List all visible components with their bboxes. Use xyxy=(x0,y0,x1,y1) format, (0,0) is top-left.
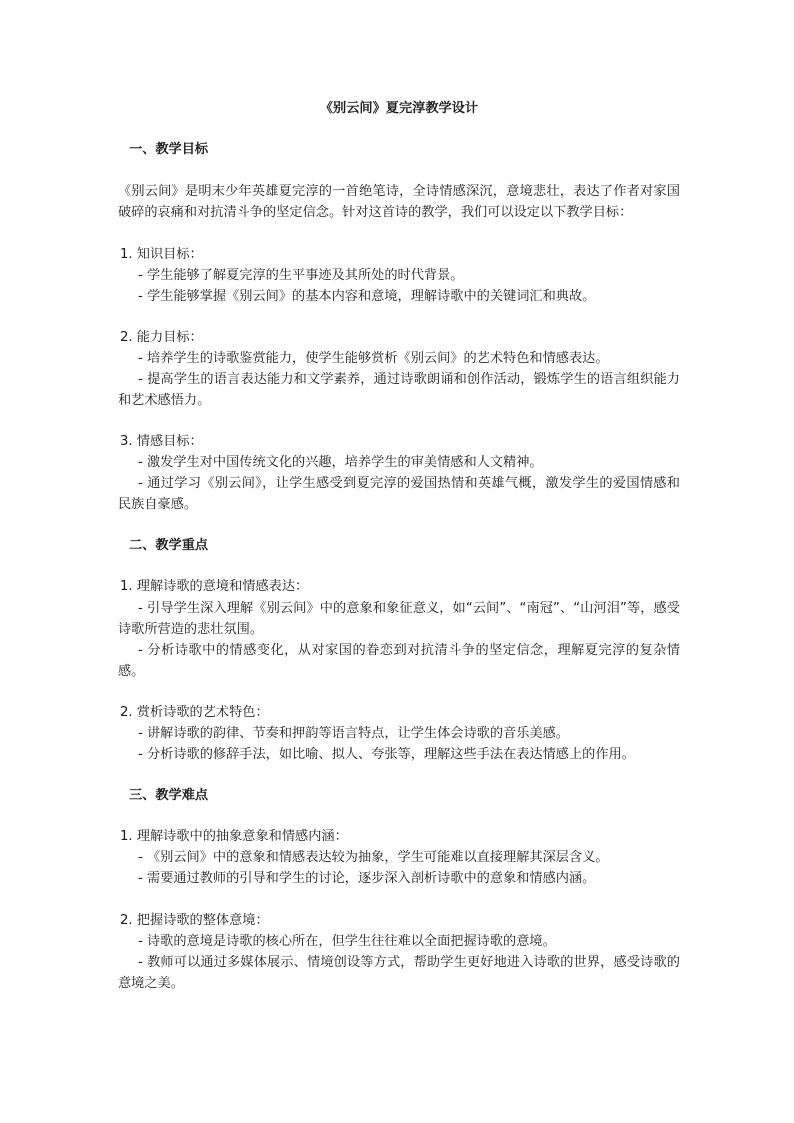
item-title: 1. 知识目标： xyxy=(120,247,203,262)
item-title: 1. 理解诗歌的意境和情感表达： xyxy=(120,579,309,594)
document-page xyxy=(118,0,680,1123)
document-title: 《别云间》夏完淳教学设计 xyxy=(319,101,479,116)
bullet-text: - 学生能够掌握《别云间》的基本内容和意境，理解诗歌中的关键词汇和典故。 xyxy=(138,289,596,304)
bullet-text: - 教师可以通过多媒体展示、情境创设等方式，帮助学生更好地进入诗歌的世界，感受诗歌的意境之美。 xyxy=(118,955,680,991)
item-title: 2. 把握诗歌的整体意境： xyxy=(120,913,269,928)
bullet-text: - 培养学生的诗歌鉴赏能力，使学生能够赏析《别云间》的艺术特色和情感表达。 xyxy=(138,351,609,366)
bullet-text: - 通过学习《别云间》，让学生感受到夏完淳的爱国热情和英雄气概，激发学生的爱国情感和民族自豪感。 xyxy=(118,476,680,512)
bullet-text: - 需要通过教师的引导和学生的讨论，逐步深入剖析诗歌中的意象和情感内涵。 xyxy=(138,871,596,886)
bullet-text: - 提高学生的语言表达能力和文学素养，通过诗歌朗诵和创作活动，锻炼学生的语言组织能力和艺术感悟力。 xyxy=(118,372,680,408)
section-heading-key-points: 二、教学重点 xyxy=(129,538,209,553)
item-title: 2. 能力目标： xyxy=(120,330,203,345)
item-title: 3. 情感目标： xyxy=(120,434,203,449)
bullet-text: - 讲解诗歌的韵律、节奏和押韵等语言特点，让学生体会诗歌的音乐美感。 xyxy=(138,726,569,741)
bullet-text: - 分析诗歌中的情感变化，从对家国的眷恋到对抗清斗争的坚定信念，理解夏完淳的复杂情感。 xyxy=(118,643,680,679)
bullet-text: - 学生能够了解夏完淳的生平事迹及其所处的时代背景。 xyxy=(138,268,464,283)
section-heading-objectives: 一、教学目标 xyxy=(129,142,209,157)
section-heading-difficulties: 三、教学难点 xyxy=(129,788,209,803)
bullet-text: - 激发学生对中国传统文化的兴趣，培养学生的审美情感和人文精神。 xyxy=(138,455,543,470)
item-title: 1. 理解诗歌中的抽象意象和情感内涵： xyxy=(120,829,348,844)
item-title: 2. 赏析诗歌的艺术特色： xyxy=(120,705,269,720)
intro-paragraph: 《别云间》是明末少年英雄夏完淳的一首绝笔诗，全诗情感深沉，意境悲壮，表达了作者对家国破碎的哀痛和对抗清斗争的坚定信念。针对这首诗的教学，我们可以设定以下教学目标： xyxy=(118,184,680,220)
bullet-text: - 分析诗歌的修辞手法，如比喻、拟人、夸张等，理解这些手法在表达情感上的作用。 xyxy=(138,747,635,762)
bullet-text: - 诗歌的意境是诗歌的核心所在，但学生往往难以全面把握诗歌的意境。 xyxy=(138,934,556,949)
bullet-text: - 引导学生深入理解《别云间》中的意象和象征意义，如“云间”、“南冠”、“山河泪”等，感受诗歌所营造的悲壮氛围。 xyxy=(118,601,680,637)
bullet-text: - 《别云间》中的意象和情感表达较为抽象，学生可能难以直接理解其深层含义。 xyxy=(138,850,609,865)
